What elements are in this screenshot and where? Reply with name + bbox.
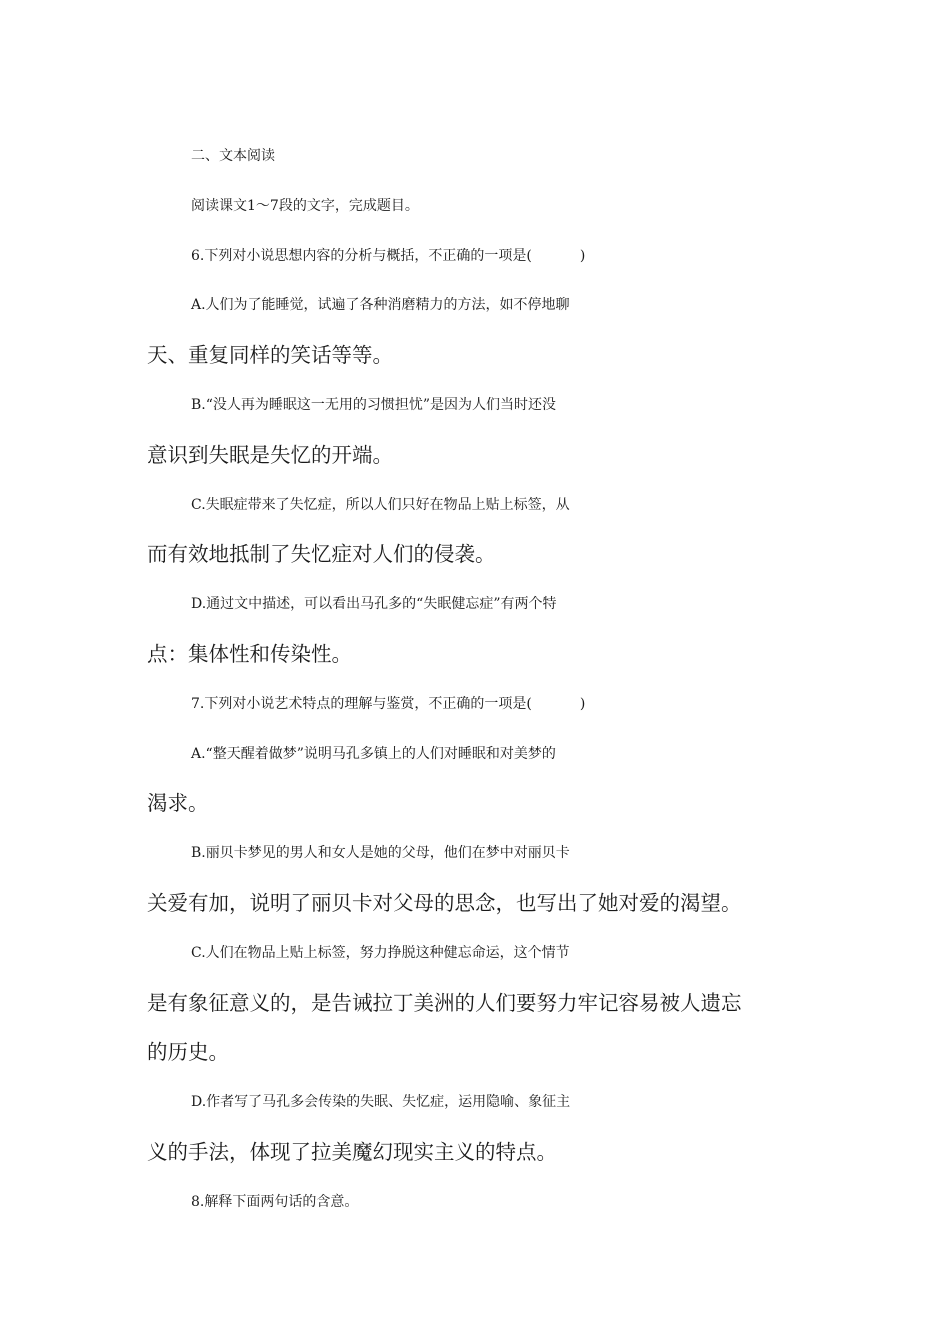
q7-option-d-line2: 义的手法，体现了拉美魔幻现实主义的特点。: [147, 1139, 557, 1164]
section-heading: 二、文本阅读: [191, 148, 275, 164]
question-7-stem-close: ): [579, 695, 586, 712]
q7-option-b-line2: 关爱有加，说明了丽贝卡对父母的思念，也写出了她对爱的渴望。: [147, 890, 742, 915]
q6-option-b-line1: B.“没人再为睡眠这一无用的习惯担忧”是因为人们当时还没: [191, 396, 557, 413]
question-6-stem: [147, 232, 807, 282]
question-8-stem: 8.解释下面两句话的含意。: [191, 1193, 359, 1210]
q7-option-d-line1: D.作者写了马孔多会传染的失眠、失忆症，运用隐喻、象征主: [191, 1094, 571, 1111]
question-6-stem-text: 6.下列对小说思想内容的分析与概括，不正确的一项是(: [191, 247, 532, 264]
q6-option-c-line2: 而有效地抵制了失忆症对人们的侵袭。: [147, 542, 496, 567]
question-7-stem-text: 7.下列对小说艺术特点的理解与鉴赏，不正确的一项是(: [191, 695, 532, 712]
q6-option-b-line2: 意识到失眠是失忆的开端。: [147, 442, 393, 467]
q6-option-d-line2: 点：集体性和传染性。: [147, 641, 352, 666]
document-body: [147, 132, 807, 1228]
q6-option-c-line1: C.失眠症带来了失忆症，所以人们只好在物品上贴上标签，从: [191, 496, 570, 513]
q7-option-a-line2: 渴求。: [147, 791, 209, 816]
q6-option-a-line2: 天、重复同样的笑话等等。: [147, 343, 393, 368]
q6-option-a-line1: A.人们为了能睡觉，试遍了各种消磨精力的方法，如不停地聊: [191, 297, 570, 314]
reading-instruction: 阅读课文1～7段的文字，完成题目。: [191, 197, 419, 214]
question-6-stem-close: ): [579, 247, 586, 264]
q7-option-c-line1: C.人们在物品上贴上标签，努力挣脱这种健忘命运，这个情节: [191, 944, 570, 961]
q7-option-c-line2: 是有象征意义的，是告诫拉丁美洲的人们要努力牢记容易被人遗忘: [147, 990, 742, 1015]
q7-option-c-line3: 的历史。: [147, 1040, 229, 1065]
q7-option-b-line1: B.丽贝卡梦见的男人和女人是她的父母，他们在梦中对丽贝卡: [191, 845, 570, 862]
q7-option-a-line1: A.“整天醒着做梦”说明马孔多镇上的人们对睡眠和对美梦的: [191, 745, 556, 762]
question-7-stem: [147, 680, 807, 730]
q6-option-d-line1: D.通过文中描述，可以看出马孔多的“失眠健忘症”有两个特: [191, 596, 557, 613]
